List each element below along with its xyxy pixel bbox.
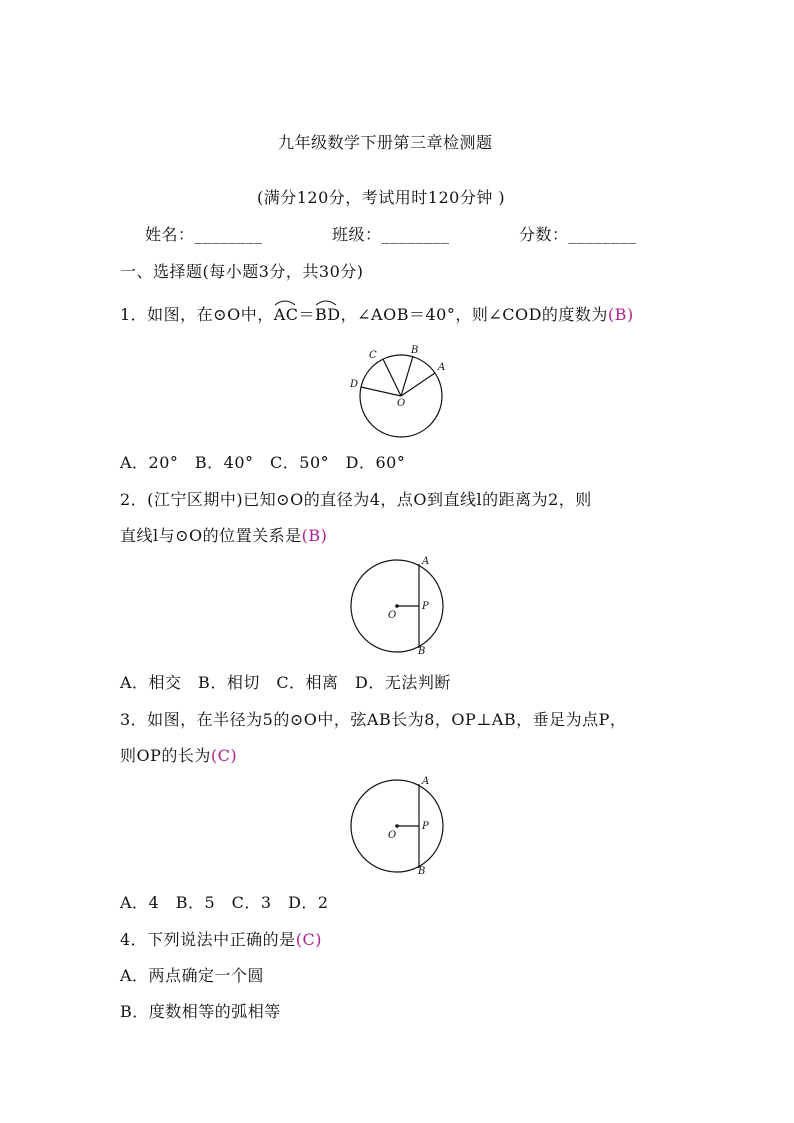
label-o: O — [397, 398, 406, 409]
question-2-line-1: 2．(江宁区期中)已知⊙O的直径为4，点O到直线l的距离为2，则 — [120, 490, 592, 509]
name-field-label: 姓名：________ — [145, 225, 263, 244]
question-2-stem-end: 直线l与⊙O的位置关系是 — [120, 526, 302, 545]
equals-sign: ＝ — [298, 305, 316, 324]
label-b: B — [418, 866, 426, 877]
question-1-prefix: 1．如图，在⊙O中， — [120, 305, 274, 324]
question-3-stem-end: 则OP的长为 — [120, 746, 211, 765]
answer-value: B — [614, 305, 627, 324]
class-field-label: 班级：________ — [332, 225, 450, 244]
center-point — [395, 604, 399, 608]
answer-open-paren: ( — [210, 746, 218, 765]
question-1-options: A．20° B．40° C．50° D．60° — [120, 453, 406, 472]
question-4-option-a: A．两点确定一个圆 — [120, 966, 265, 985]
question-4-stem-text: 4．下列说法中正确的是 — [120, 930, 296, 949]
label-c: C — [369, 350, 377, 361]
question-2-options: A．相交 B．相切 C．相离 D．无法判断 — [120, 673, 451, 692]
question-3-line-2 — [120, 743, 237, 766]
question-1-stem — [120, 302, 634, 325]
answer-open-paren: ( — [607, 305, 615, 324]
answer-value: C — [217, 746, 231, 765]
question-2-line-2 — [120, 523, 327, 546]
label-p: P — [422, 821, 429, 832]
label-o: O — [388, 830, 397, 841]
radius-oc — [383, 359, 401, 396]
label-p: P — [422, 601, 429, 612]
label-o: O — [388, 610, 397, 621]
arc-ac: AC — [274, 305, 299, 324]
label-b: B — [418, 646, 426, 657]
arc-mark-icon — [314, 298, 338, 306]
label-a: A — [422, 556, 430, 567]
center-point — [395, 824, 399, 828]
radius-ob — [401, 356, 413, 396]
radius-od — [361, 387, 401, 396]
answer-value: C — [302, 930, 316, 949]
label-a: A — [422, 776, 430, 787]
answer-value: B — [308, 526, 321, 545]
question-3-figure — [345, 772, 455, 882]
question-4-option-b: B．度数相等的弧相等 — [120, 1002, 281, 1021]
question-1-suffix: ，∠AOB＝40°，则∠COD的度数为 — [340, 305, 608, 324]
question-4-stem — [120, 927, 322, 950]
answer-open-paren: ( — [301, 526, 309, 545]
arc-bd: BD — [315, 305, 341, 324]
section-heading: 一、选择题(每小题3分，共30分) — [120, 262, 364, 281]
arc-mark-icon — [273, 298, 297, 306]
label-b: B — [411, 345, 419, 356]
question-3-line-1: 3．如图，在半径为5的⊙O中，弦AB长为8，OP⊥AB，垂足为点P， — [120, 710, 627, 729]
label-d: D — [350, 379, 359, 390]
radius-oa — [401, 373, 435, 396]
question-2-figure — [345, 552, 455, 662]
label-a: A — [438, 362, 446, 373]
page-title: 九年级数学下册第三章检测题 — [278, 133, 493, 152]
page-subtitle: (满分120分，考试用时120分钟 ) — [257, 188, 506, 207]
answer-close-paren: ) — [626, 305, 634, 324]
answer-close-paren: ) — [320, 526, 328, 545]
answer-close-paren: ) — [230, 746, 238, 765]
question-3-options: A．4 B．5 C．3 D．2 — [120, 893, 329, 912]
answer-open-paren: ( — [295, 930, 303, 949]
score-field-label: 分数：________ — [519, 225, 637, 244]
answer-close-paren: ) — [315, 930, 322, 949]
question-1-figure — [345, 340, 455, 440]
